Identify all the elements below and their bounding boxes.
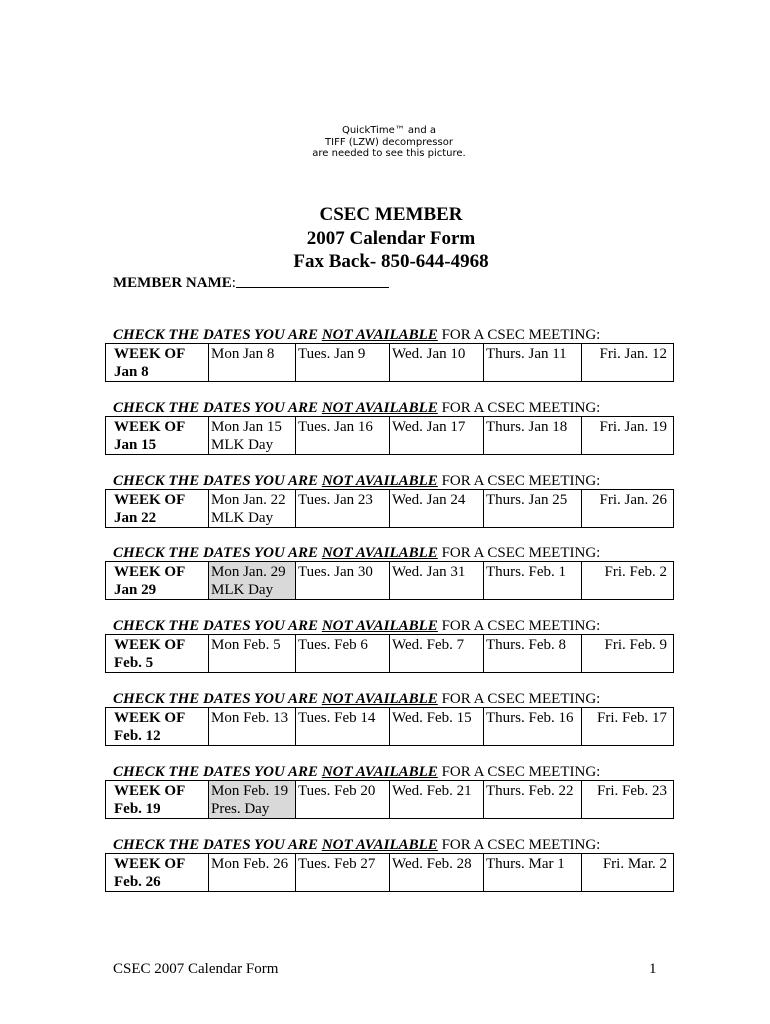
day-label-wednesday: Wed. Feb. 7 [392, 637, 465, 653]
check-dates-instruction [113, 617, 600, 635]
day-cell-wednesday[interactable] [390, 708, 484, 746]
week-of-cell [106, 854, 209, 892]
day-label-friday: Fri. Feb. 9 [604, 637, 667, 653]
title-line-2: 2007 Calendar Form [306, 227, 476, 249]
day-cell-tuesday[interactable] [296, 344, 390, 382]
day-cell-thursday[interactable] [484, 854, 582, 892]
instruction-prefix: CHECK THE DATES YOU ARE [113, 473, 322, 489]
quicktime-placeholder-notice [0, 125, 770, 160]
week-of-cell [106, 490, 209, 528]
day-label-thursday: Thurs. Feb. 16 [486, 710, 574, 726]
check-dates-instruction [113, 399, 600, 417]
day-label-friday: Fri. Jan. 26 [599, 492, 667, 508]
day-cell-tuesday[interactable] [296, 562, 390, 600]
not-available-emphasis: NOT AVAILABLE [321, 327, 438, 343]
instruction-suffix: FOR A CSEC MEETING: [437, 400, 601, 416]
week-section [105, 763, 673, 819]
day-cell-monday[interactable] [209, 344, 296, 382]
day-label-wednesday: Wed. Feb. 15 [392, 710, 472, 726]
week-of-cell [106, 708, 209, 746]
not-available-emphasis: NOT AVAILABLE [321, 691, 438, 707]
day-label-thursday: Thurs. Feb. 1 [486, 564, 566, 580]
week-of-label: WEEK OF [114, 783, 186, 799]
member-name-field [113, 273, 389, 292]
week-of-label: WEEK OF [114, 856, 186, 872]
week-of-label: WEEK OF [114, 637, 186, 653]
day-label-tuesday: Tues. Jan 9 [298, 346, 366, 362]
week-table [105, 416, 674, 455]
week-start-date: Jan 8 [114, 364, 149, 380]
day-label-tuesday: Tues. Feb 14 [298, 710, 376, 726]
week-of-cell [106, 635, 209, 673]
instruction-suffix: FOR A CSEC MEETING: [437, 327, 601, 343]
week-section [105, 690, 673, 746]
week-section [105, 472, 673, 528]
instruction-prefix: CHECK THE DATES YOU ARE [113, 327, 322, 343]
day-label-tuesday: Tues. Jan 30 [298, 564, 373, 580]
week-row [106, 854, 674, 892]
day-label-wednesday: Wed. Jan 17 [392, 419, 466, 435]
check-dates-instruction [113, 836, 600, 854]
day-label-thursday: Thurs. Jan 25 [486, 492, 568, 508]
week-table [105, 489, 674, 528]
holiday-note: Pres. Day [211, 801, 270, 817]
instruction-suffix: FOR A CSEC MEETING: [437, 618, 601, 634]
member-name-colon: : [231, 275, 236, 291]
day-cell-monday[interactable] [209, 562, 296, 600]
day-label-monday: Mon Jan 15 [211, 419, 282, 435]
title-line-1: CSEC MEMBER [319, 204, 463, 225]
not-available-emphasis: NOT AVAILABLE [321, 473, 438, 489]
day-cell-thursday[interactable] [484, 635, 582, 673]
not-available-emphasis: NOT AVAILABLE [321, 400, 438, 416]
week-row [106, 708, 674, 746]
day-cell-thursday[interactable] [484, 490, 582, 528]
week-row [106, 417, 674, 455]
week-section [105, 544, 673, 600]
week-of-cell [106, 562, 209, 600]
week-of-label: WEEK OF [114, 346, 186, 362]
day-label-friday: Fri. Jan. 12 [599, 346, 667, 362]
week-table [105, 634, 674, 673]
day-cell-tuesday[interactable] [296, 781, 390, 819]
holiday-note: MLK Day [211, 510, 274, 526]
day-label-tuesday: Tues. Jan 23 [298, 492, 373, 508]
day-cell-friday[interactable] [582, 417, 674, 455]
day-cell-friday[interactable] [582, 635, 674, 673]
instruction-suffix: FOR A CSEC MEETING: [437, 764, 601, 780]
week-table [105, 343, 674, 382]
day-cell-monday[interactable] [209, 708, 296, 746]
week-of-label: WEEK OF [114, 419, 186, 435]
week-row [106, 490, 674, 528]
week-start-date: Jan 15 [114, 437, 157, 453]
week-row [106, 344, 674, 382]
day-label-monday: Mon Feb. 5 [211, 637, 281, 653]
day-label-monday: Mon Jan. 22 [211, 492, 286, 508]
week-of-label: WEEK OF [114, 492, 186, 508]
week-start-date: Feb. 5 [114, 655, 154, 671]
day-label-thursday: Thurs. Mar 1 [486, 856, 565, 872]
day-label-wednesday: Wed. Feb. 21 [392, 783, 472, 799]
day-cell-tuesday[interactable] [296, 417, 390, 455]
day-cell-tuesday[interactable] [296, 854, 390, 892]
day-label-friday: Fri. Feb. 2 [604, 564, 667, 580]
week-table [105, 853, 674, 892]
week-start-date: Jan 22 [114, 510, 157, 526]
day-cell-wednesday[interactable] [390, 417, 484, 455]
instruction-prefix: CHECK THE DATES YOU ARE [113, 545, 322, 561]
title-line-3: Fax Back- 850-644-4968 [293, 251, 489, 272]
instruction-suffix: FOR A CSEC MEETING: [437, 837, 601, 853]
quicktime-notice-line-1: QuickTime™ and a [341, 125, 437, 136]
footer-page-number: 1 [649, 961, 657, 977]
instruction-prefix: CHECK THE DATES YOU ARE [113, 618, 322, 634]
day-label-wednesday: Wed. Jan 24 [392, 492, 466, 508]
footer-form-name: CSEC 2007 Calendar Form [113, 961, 279, 977]
day-cell-wednesday[interactable] [390, 490, 484, 528]
day-label-tuesday: Tues. Feb 6 [298, 637, 368, 653]
day-label-monday: Mon Feb. 13 [211, 710, 289, 726]
week-table [105, 780, 674, 819]
instruction-suffix: FOR A CSEC MEETING: [437, 691, 601, 707]
week-start-date: Feb. 12 [114, 728, 161, 744]
day-label-wednesday: Wed. Feb. 28 [392, 856, 472, 872]
day-label-monday: Mon Jan. 29 [211, 564, 286, 580]
day-cell-wednesday[interactable] [390, 781, 484, 819]
check-dates-instruction [113, 763, 600, 781]
week-table [105, 561, 674, 600]
check-dates-instruction [113, 472, 600, 490]
check-dates-instruction [113, 544, 600, 562]
day-cell-friday[interactable] [582, 854, 674, 892]
week-start-date: Jan 29 [114, 582, 157, 598]
week-row [106, 781, 674, 819]
week-row [106, 562, 674, 600]
day-cell-friday[interactable] [582, 781, 674, 819]
day-cell-wednesday[interactable] [390, 562, 484, 600]
member-name-label: MEMBER NAME [113, 275, 232, 291]
instruction-suffix: FOR A CSEC MEETING: [437, 545, 601, 561]
instruction-prefix: CHECK THE DATES YOU ARE [113, 691, 322, 707]
instruction-prefix: CHECK THE DATES YOU ARE [113, 837, 322, 853]
holiday-note: MLK Day [211, 582, 274, 598]
day-cell-wednesday[interactable] [390, 854, 484, 892]
day-label-monday: Mon Jan 8 [211, 346, 275, 362]
day-cell-thursday[interactable] [484, 417, 582, 455]
day-label-tuesday: Tues. Feb 27 [298, 856, 376, 872]
day-label-friday: Fri. Mar. 2 [602, 856, 667, 872]
holiday-note: MLK Day [211, 437, 274, 453]
not-available-emphasis: NOT AVAILABLE [321, 837, 438, 853]
day-cell-friday[interactable] [582, 708, 674, 746]
day-label-thursday: Thurs. Feb. 8 [486, 637, 566, 653]
day-cell-wednesday[interactable] [390, 635, 484, 673]
day-label-thursday: Thurs. Jan 18 [486, 419, 568, 435]
week-of-label: WEEK OF [114, 564, 186, 580]
not-available-emphasis: NOT AVAILABLE [321, 618, 438, 634]
instruction-prefix: CHECK THE DATES YOU ARE [113, 400, 322, 416]
form-title [0, 203, 770, 274]
week-of-cell [106, 417, 209, 455]
instruction-prefix: CHECK THE DATES YOU ARE [113, 764, 322, 780]
day-label-tuesday: Tues. Feb 20 [298, 783, 376, 799]
day-label-wednesday: Wed. Jan 31 [392, 564, 466, 580]
quicktime-notice-line-3: are needed to see this picture. [312, 148, 466, 159]
instruction-suffix: FOR A CSEC MEETING: [437, 473, 601, 489]
day-cell-monday[interactable] [209, 781, 296, 819]
week-row [106, 635, 674, 673]
day-cell-wednesday[interactable] [390, 344, 484, 382]
day-label-friday: Fri. Feb. 23 [596, 783, 667, 799]
week-of-cell [106, 781, 209, 819]
day-label-thursday: Thurs. Jan 11 [486, 346, 567, 362]
day-label-thursday: Thurs. Feb. 22 [486, 783, 574, 799]
day-cell-monday[interactable] [209, 490, 296, 528]
day-label-wednesday: Wed. Jan 10 [392, 346, 466, 362]
week-section [105, 836, 673, 892]
day-cell-thursday[interactable] [484, 708, 582, 746]
week-section [105, 617, 673, 673]
day-cell-friday[interactable] [582, 562, 674, 600]
day-cell-thursday[interactable] [484, 562, 582, 600]
day-cell-thursday[interactable] [484, 781, 582, 819]
week-of-label: WEEK OF [114, 710, 186, 726]
week-of-cell [106, 344, 209, 382]
check-dates-instruction [113, 326, 600, 344]
day-cell-thursday[interactable] [484, 344, 582, 382]
day-cell-friday[interactable] [582, 344, 674, 382]
day-label-monday: Mon Feb. 19 [211, 783, 289, 799]
day-cell-friday[interactable] [582, 490, 674, 528]
week-start-date: Feb. 26 [114, 874, 161, 890]
week-start-date: Feb. 19 [114, 801, 161, 817]
day-label-monday: Mon Feb. 26 [211, 856, 289, 872]
day-cell-monday[interactable] [209, 854, 296, 892]
day-cell-tuesday[interactable] [296, 635, 390, 673]
day-label-friday: Fri. Jan. 19 [599, 419, 667, 435]
day-cell-tuesday[interactable] [296, 708, 390, 746]
week-table [105, 707, 674, 746]
day-cell-monday[interactable] [209, 635, 296, 673]
week-section [105, 399, 673, 455]
week-section [105, 326, 673, 382]
check-dates-instruction [113, 690, 600, 708]
member-name-blank-line[interactable] [236, 273, 389, 288]
day-cell-tuesday[interactable] [296, 490, 390, 528]
day-label-friday: Fri. Feb. 17 [596, 710, 667, 726]
not-available-emphasis: NOT AVAILABLE [321, 545, 438, 561]
not-available-emphasis: NOT AVAILABLE [321, 764, 438, 780]
day-label-tuesday: Tues. Jan 16 [298, 419, 373, 435]
quicktime-notice-line-2: TIFF (LZW) decompressor [325, 136, 453, 148]
day-cell-monday[interactable] [209, 417, 296, 455]
